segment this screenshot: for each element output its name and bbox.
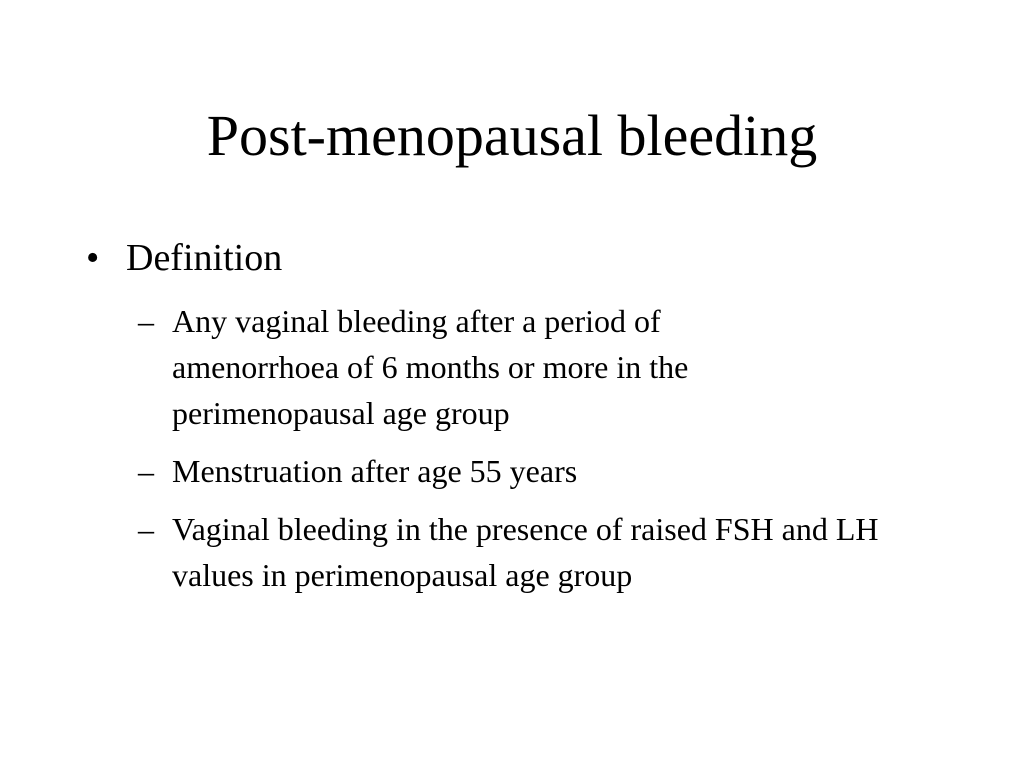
dash-icon: –	[138, 511, 154, 547]
slide-title: Post-menopausal bleeding	[206, 103, 818, 168]
sub-bullet-text: Any vaginal bleeding after a period of amenorrhoea of 6 months or more in the perimenopausal age group	[172, 303, 689, 431]
sub-bullet-text: Vaginal bleeding in the presence of raised FSH and LH values in perimenopausal age group	[172, 511, 879, 593]
dash-icon: –	[138, 453, 154, 489]
bullet-label: Definition	[126, 237, 283, 279]
dash-icon: –	[138, 303, 154, 339]
bullet-icon: •	[86, 237, 100, 279]
sub-bullet-text: Menstruation after age 55 years	[172, 453, 578, 489]
